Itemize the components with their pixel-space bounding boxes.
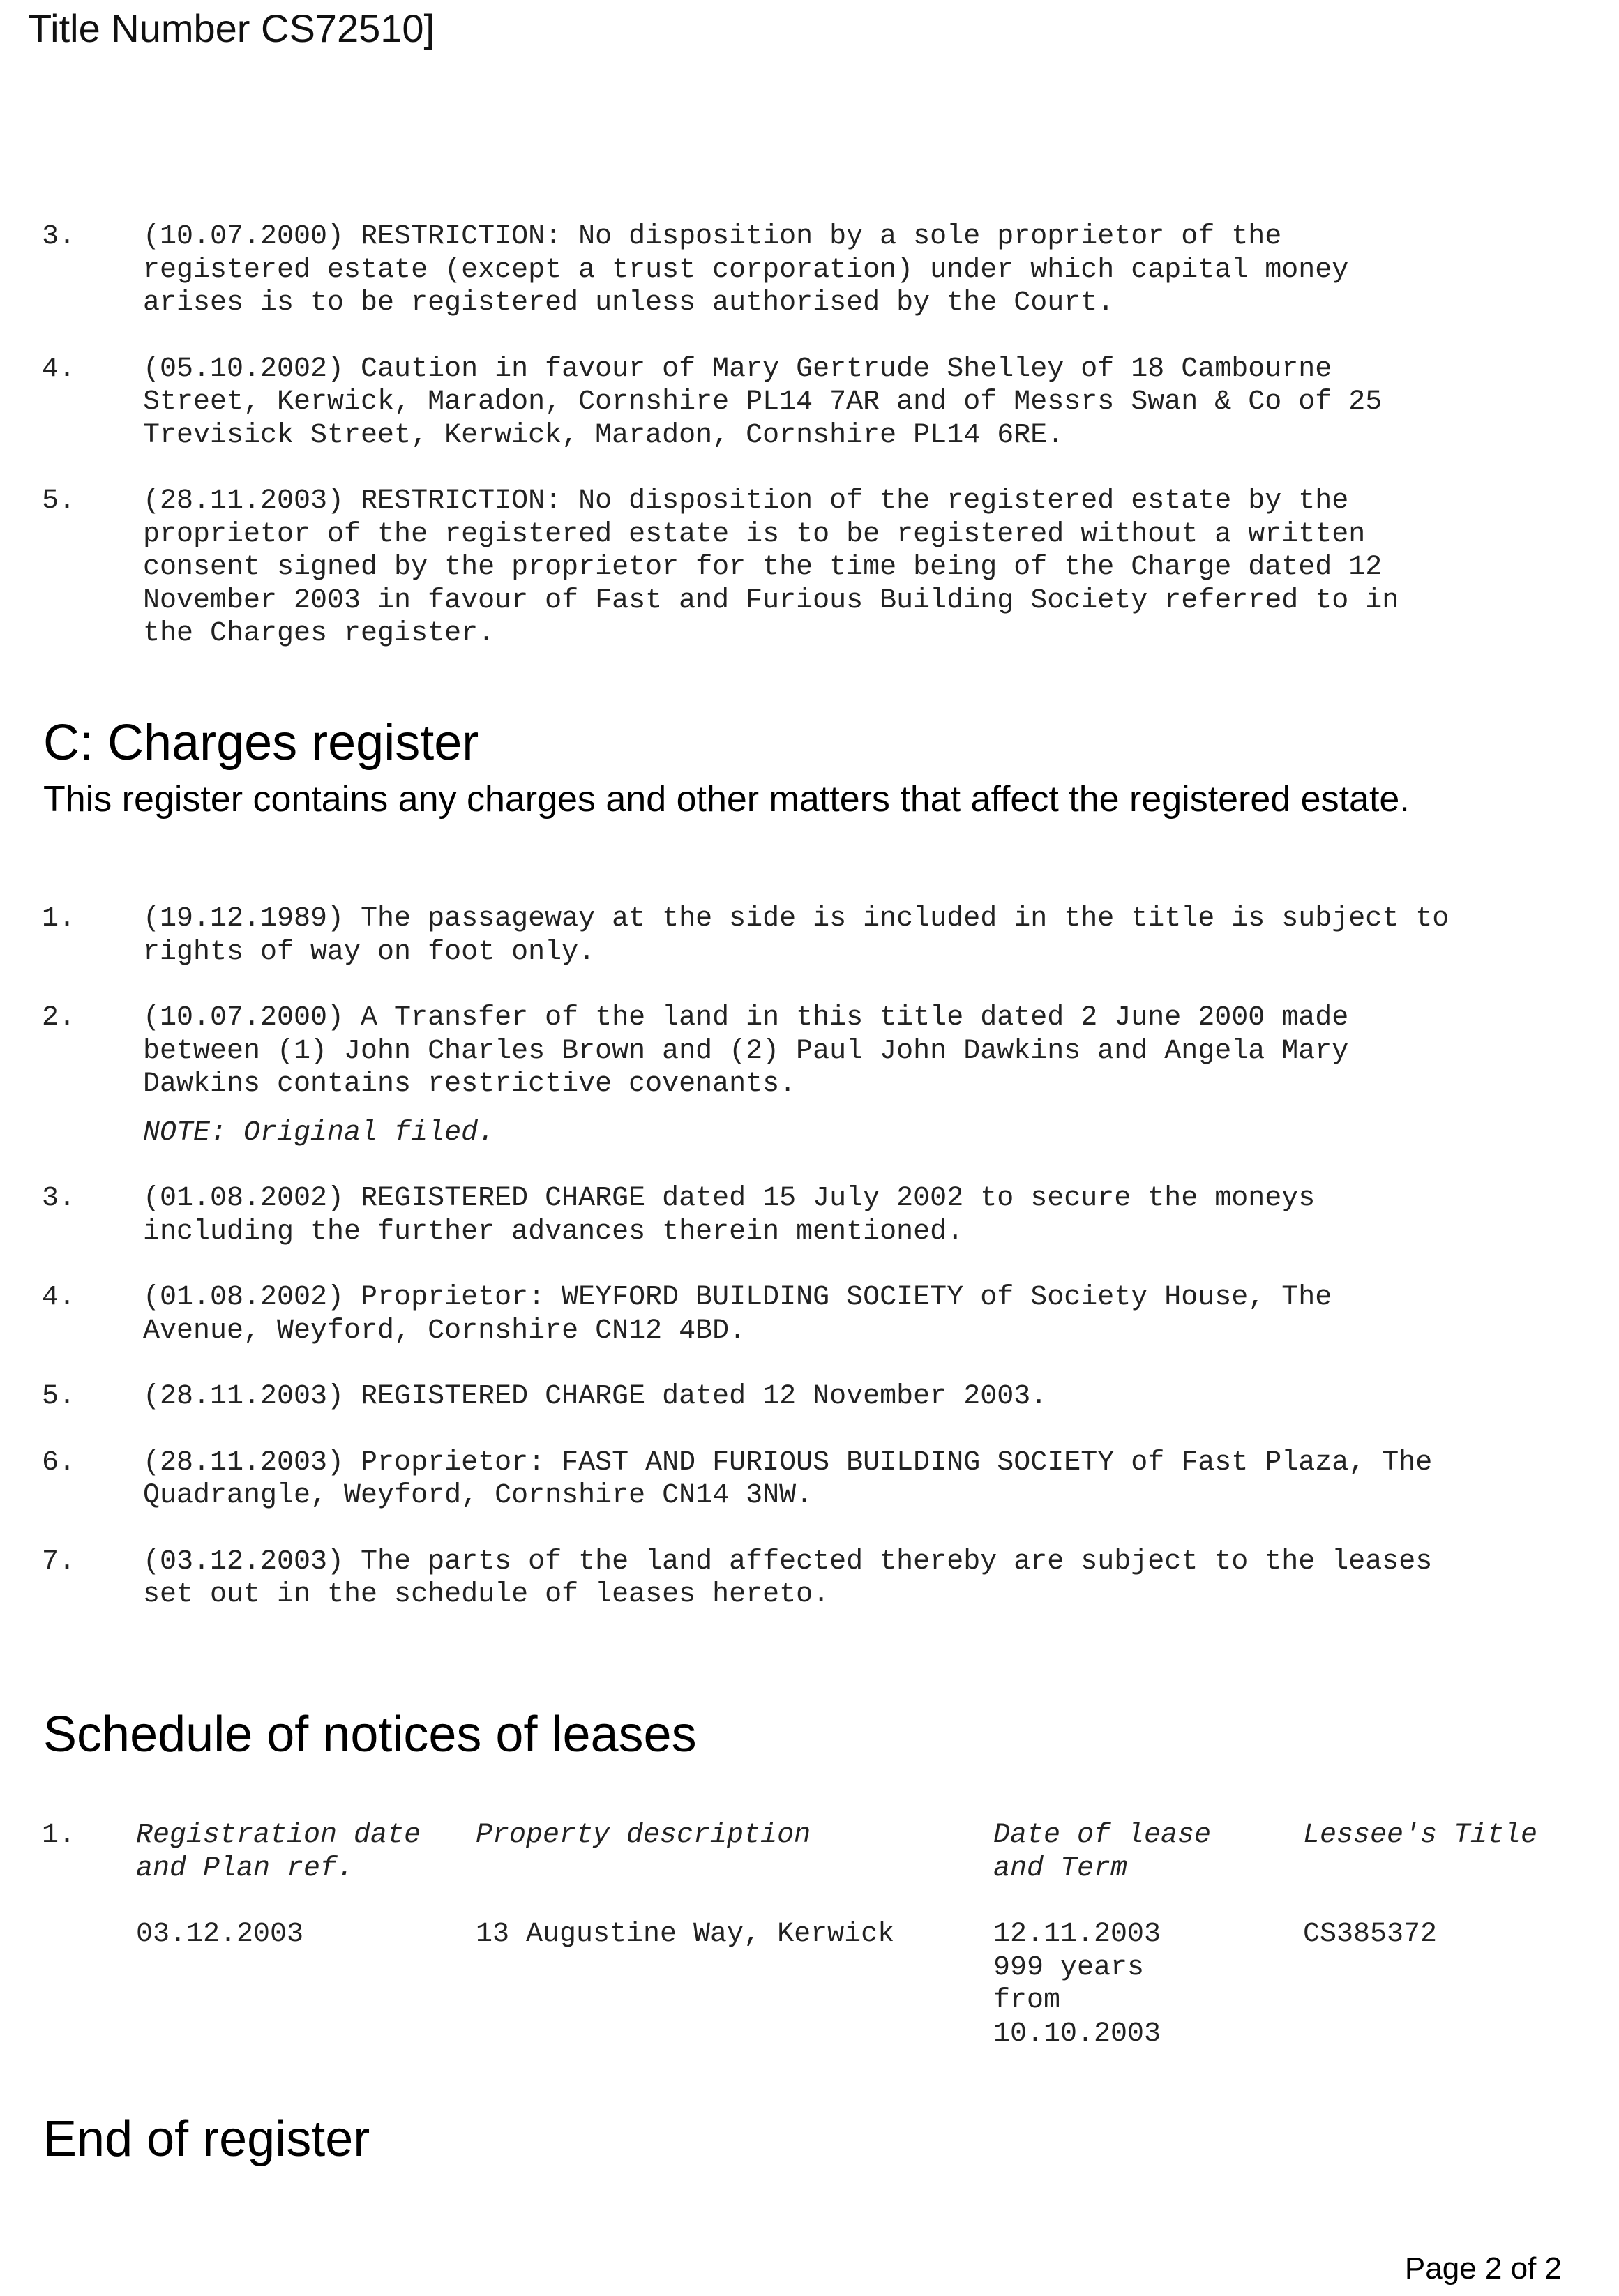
- entry-number: 3.: [42, 1183, 76, 1214]
- proprietorship-entry-4: [42, 353, 1562, 453]
- title-number: Title Number CS72510]: [28, 6, 435, 50]
- charges-register-subheading: This register contains any charges and other matters that affect the registered estate.: [43, 779, 1410, 820]
- end-of-register-heading: End of register: [43, 2111, 370, 2167]
- charges-entries: [42, 902, 1562, 1645]
- entry-text: (03.12.2003) The parts of the land affected thereby are subject to the leases set out in the schedule of leases hereto.: [143, 1546, 1433, 1610]
- entry-number: 5.: [42, 485, 76, 517]
- column-header-lease-date: Date of lease and Term: [993, 1820, 1212, 1885]
- lessee-title-number: CS385372: [1303, 1919, 1438, 1950]
- charges-entry-4: [42, 1281, 1562, 1347]
- entry-text: (19.12.1989) The passageway at the side is included in the title is subject to rights of way on foot only.: [143, 903, 1449, 968]
- charges-entry-6: [42, 1447, 1562, 1513]
- entry-text: (28.11.2003) Proprietor: FAST AND FURIOUS BUILDING SOCIETY of Fast Plaza, The Quadrangle, Weyford, Cornshire CN14 3NW.: [143, 1447, 1433, 1511]
- column-header-property: Property description: [476, 1820, 811, 1851]
- leases-table: [42, 1819, 1576, 2050]
- charges-entry-2: [42, 1002, 1562, 1149]
- entry-number: 5.: [42, 1381, 76, 1412]
- charges-entry-5: [42, 1380, 1562, 1414]
- column-header-lessee-title: Lessee's Title: [1303, 1820, 1538, 1851]
- lease-date-and-term: 12.11.2003 999 years from 10.10.2003: [993, 1919, 1161, 2050]
- entry-text: (28.11.2003) REGISTERED CHARGE dated 12 November 2003.: [143, 1381, 1048, 1412]
- lease-number: 1.: [42, 1820, 76, 1851]
- entry-note: NOTE: Original filed.: [143, 1117, 495, 1149]
- lease-registration-date: 03.12.2003: [136, 1919, 304, 1950]
- charges-entry-7: [42, 1546, 1562, 1612]
- charges-entry-1: [42, 902, 1562, 969]
- lease-property-description: 13 Augustine Way, Kerwick: [476, 1919, 895, 1950]
- proprietorship-entry-5: [42, 485, 1562, 651]
- entry-text: (05.10.2002) Caution in favour of Mary Gertrude Shelley of 18 Cambourne Street, Kerwick, Maradon, Cornshire PL14 7AR and of Messrs Swan & Co of 25 Trevisick Street, Kerwick, Maradon, Cornshire PL14 6RE.: [143, 353, 1383, 451]
- entry-text: (28.11.2003) RESTRICTION: No disposition of the registered estate by the proprietor of the registered estate is to be registered without a written consent signed by the proprietor for the time being of the Charge dated 12 November 2003 in favour of Fast and Furious Building Society referred to in the Charges register.: [143, 485, 1399, 649]
- schedule-of-leases-heading: Schedule of notices of leases: [43, 1707, 697, 1762]
- entry-number: 7.: [42, 1546, 76, 1578]
- charges-register-heading: C: Charges register: [43, 715, 479, 771]
- column-header-registration: Registration date and Plan ref.: [136, 1820, 421, 1885]
- entry-number: 3.: [42, 221, 76, 252]
- proprietorship-entry-3: [42, 220, 1562, 320]
- entry-text: (10.07.2000) RESTRICTION: No disposition by a sole proprietor of the registered estate (except a trust corporation) under which capital money arises is to be registered unless authorised by the Court.: [143, 221, 1349, 319]
- entry-number: 4.: [42, 1282, 76, 1313]
- page-number: Page 2 of 2: [1404, 2251, 1562, 2286]
- charges-entry-3: [42, 1182, 1562, 1248]
- entry-text: (10.07.2000) A Transfer of the land in this title dated 2 June 2000 made between (1) John Charles Brown and (2) Paul John Dawkins and Angela Mary Dawkins contains restrictive covenants.: [143, 1002, 1349, 1100]
- entry-number: 6.: [42, 1447, 76, 1479]
- entry-number: 1.: [42, 903, 76, 935]
- entry-text: (01.08.2002) Proprietor: WEYFORD BUILDING SOCIETY of Society House, The Avenue, Weyford, Cornshire CN12 4BD.: [143, 1282, 1332, 1347]
- leases-table-header: [42, 1819, 1576, 1885]
- table-row: [42, 1918, 1576, 2050]
- entry-text: (01.08.2002) REGISTERED CHARGE dated 15 July 2002 to secure the moneys including the further advances therein mentioned.: [143, 1183, 1316, 1248]
- entry-number: 4.: [42, 353, 76, 385]
- proprietorship-entries: [42, 220, 1562, 683]
- entry-number: 2.: [42, 1002, 76, 1034]
